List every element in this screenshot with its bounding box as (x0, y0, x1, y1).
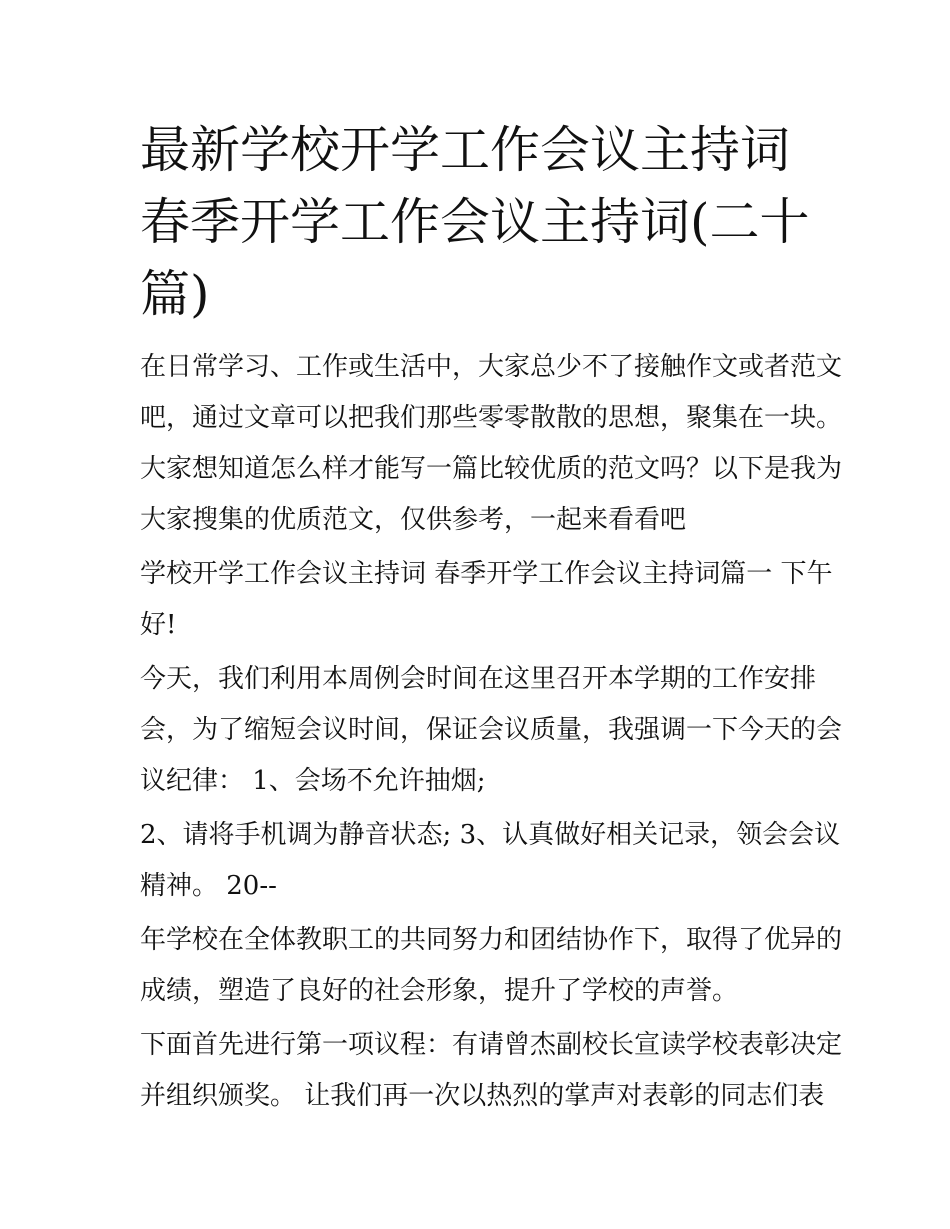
paragraph-line: 并组织颁奖。 让我们再一次以热烈的掌声对表彰的同志们表 (140, 1081, 825, 1111)
paragraph-line: 成绩，塑造了良好的社会形象，提升了学校的声誉。 (140, 976, 739, 1006)
paragraph-line: 今天，我们利用本周例会时间在这里召开本学期的工作安排 (140, 664, 817, 694)
paragraph-line: 好! (140, 610, 177, 640)
meeting-rules-paragraph (140, 654, 843, 807)
paragraph-line: 2、请将手机调为静音状态; 3、认真做好相关记录，领会会议 (140, 820, 841, 850)
document-title (140, 114, 820, 330)
paragraph-line: 下面首先进行第一项议程：有请曾杰副校长宣读学校表彰决定 (140, 1030, 843, 1060)
title-line: 篇) (140, 265, 210, 323)
intro-paragraph (140, 342, 843, 546)
paragraph-line: 大家想知道怎么样才能写一篇比较优质的范文吗？以下是我为 (140, 454, 843, 484)
paragraph-line: 吧，通过文章可以把我们那些零零散散的思想，聚集在一块。 (140, 403, 843, 433)
rules-continued-paragraph (140, 810, 841, 912)
paragraph-line: 会，为了缩短会议时间，保证会议质量，我强调一下今天的会 (140, 715, 843, 745)
title-line: 最新学校开学工作会议主持词 (140, 121, 790, 179)
achievement-paragraph (140, 915, 843, 1017)
paragraph-line: 精神。 20-- (140, 871, 277, 901)
paragraph-line: 在日常学习、工作或生活中，大家总少不了接触作文或者范文 (140, 352, 843, 382)
agenda-paragraph (140, 1020, 843, 1122)
paragraph-line: 议纪律： 1、会场不允许抽烟; (140, 766, 486, 796)
greeting-paragraph (140, 549, 833, 651)
document-page (140, 114, 843, 1125)
paragraph-line: 学校开学工作会议主持词 春季开学工作会议主持词篇一 下午 (140, 559, 833, 589)
paragraph-line: 年学校在全体教职工的共同努力和团结协作下，取得了优异的 (140, 925, 843, 955)
paragraph-line: 大家搜集的优质范文，仅供参考，一起来看看吧 (140, 505, 687, 535)
title-line: 春季开学工作会议主持词(二十 (140, 193, 810, 251)
